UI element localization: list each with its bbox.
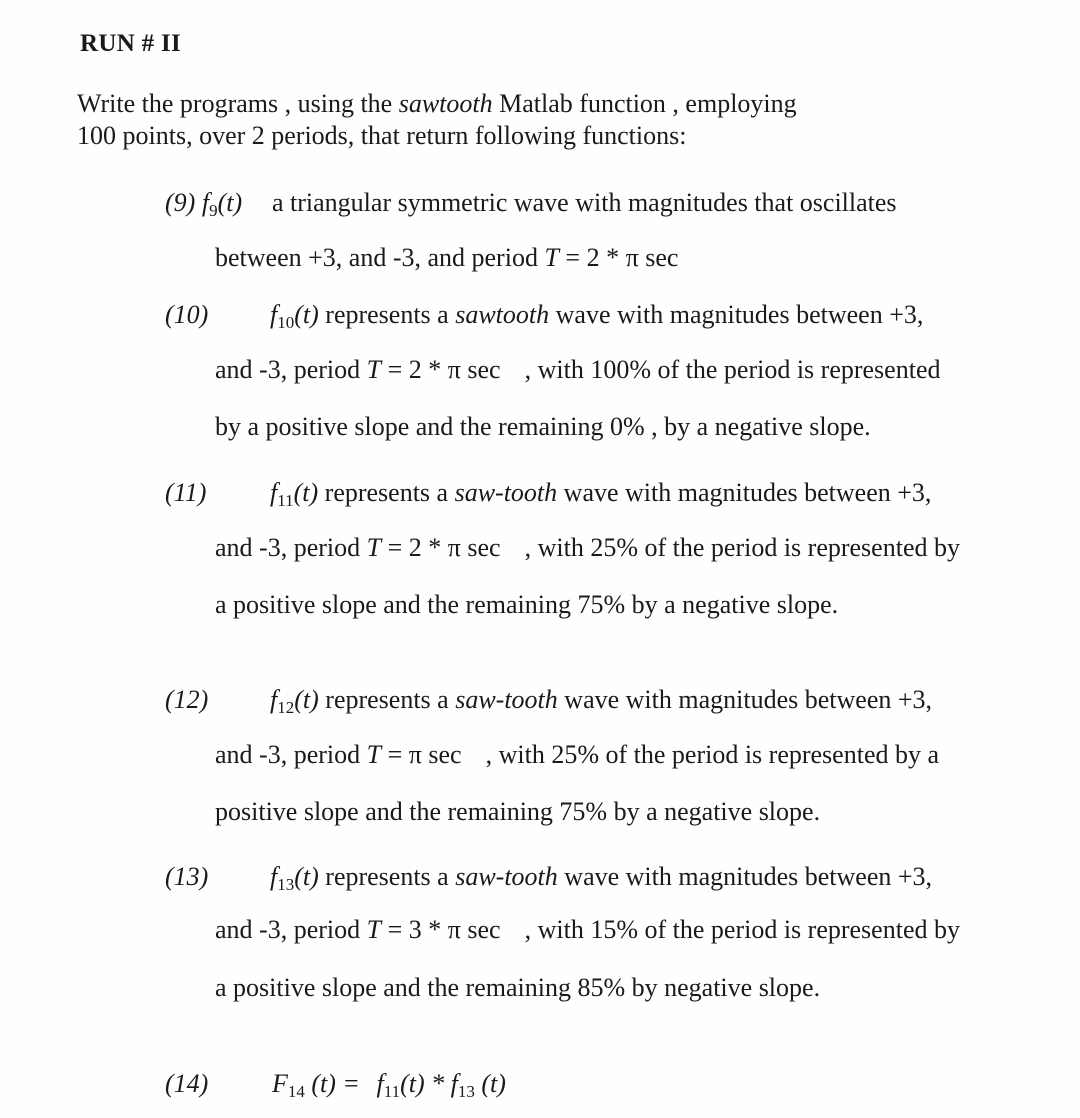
item-13-label: (13) (165, 862, 209, 891)
item-9-label: (9) $f_9(t)$ (165, 188, 243, 220)
item-11-line-3: a positive slope and the remaining 75% by a negative slope. (215, 590, 839, 619)
item-13-line-3: a positive slope and the remaining 85% by negative slope. (215, 973, 821, 1002)
item-14-F: $F_{14}$ (t) = (272, 1069, 367, 1101)
sawtooth-emphasis: sawtooth (398, 89, 493, 118)
item-12-label: (12) (165, 685, 209, 714)
intro-paragraph (77, 88, 977, 152)
item-12-line-2: and -3, period T = π sec , with 25% of the period is represented by a (215, 740, 940, 769)
item-13-line-2: and -3, period T = 3 * π sec , with 15% of the period is represented by (215, 915, 960, 944)
item-12-function: $f_{12}(t)$ (270, 685, 319, 717)
item-10-line-3: by a positive slope and the remaining 0% , by a negative slope. (215, 412, 871, 441)
item-14-f13: $f_{13}$ (t) (450, 1069, 506, 1101)
item-9-line-1: a triangular symmetric wave with magnitudes that oscillates (272, 188, 897, 217)
intro-line-1: Write the programs , using the sawtooth Matlab function , employing (77, 89, 797, 118)
item-14-f11: $f_{11}(t)$ * (376, 1069, 451, 1101)
intro-line-2: 100 points, over 2 periods, that return following functions: (77, 121, 687, 150)
item-11-line-2: and -3, period T = 2 * π sec , with 25% of the period is represented by (215, 533, 960, 562)
item-10-function: $f_{10}(t)$ (270, 300, 319, 332)
item-13-line-1: $f_{13}(t)$ represents a saw-tooth wave with magnitudes between +3, (270, 862, 933, 894)
item-10-line-1: $f_{10}(t)$ represents a sawtooth wave with magnitudes between +3, (270, 300, 924, 332)
item-10-label: (10) (165, 300, 209, 329)
item-14-equation (272, 1069, 506, 1107)
item-13-function: $f_{13}(t)$ (270, 862, 319, 894)
item-11-function: $f_{11}(t)$ (270, 478, 319, 510)
page-title: RUN # II (80, 30, 182, 57)
item-12-line-3: positive slope and the remaining 75% by a negative slope. (215, 797, 821, 826)
item-9-line-2: between +3, and -3, and period T = 2 * π sec (215, 243, 679, 272)
item-10-line-2: and -3, period T = 2 * π sec , with 100% of the period is represented (215, 355, 941, 384)
item-9-function: $f_9(t)$ (201, 188, 243, 220)
item-14-label: (14) (165, 1069, 209, 1098)
item-11-label: (11) (165, 478, 207, 507)
item-11-line-1: $f_{11}(t)$ represents a saw-tooth wave with magnitudes between +3, (270, 478, 932, 510)
item-12-line-1: $f_{12}(t)$ represents a saw-tooth wave with magnitudes between +3, (270, 685, 933, 717)
